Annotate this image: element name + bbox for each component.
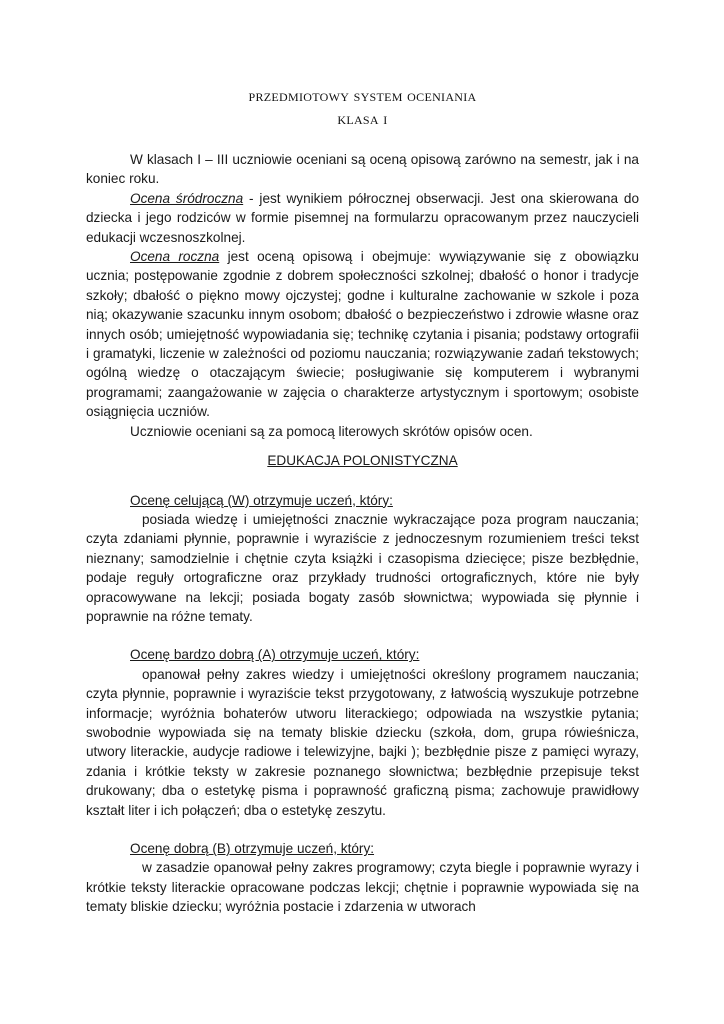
grade-description: posiada wiedzę i umiejętności znacznie wykraczające poza program nauczania; czyta zdaniami płynnie, poprawnie i wyraziście z jednoczesnym rozumieniem treści tekst nieznany; samodzielnie i chętnie czyta książki i czasopisma dziecięce; pisze bezbłędnie, podaje reguły ortograficzne oraz przykłady trudności ortograficznych, które nie były opracowywane na lekcji; posiada bogaty zasób słownictwa; wypowiada się płynnie i poprawnie na różne tematy. <box>86 511 639 624</box>
spacer <box>86 820 639 839</box>
grade-heading: Ocenę dobrą (B) otrzymuje uczeń, który: <box>130 841 375 856</box>
annual-paragraph <box>86 247 639 422</box>
grade-heading: Ocenę celującą (W) otrzymuje uczeń, który: <box>130 492 393 508</box>
letters-note: Uczniowie oceniani są za pomocą literowych skrótów opisów ocen. <box>130 423 533 439</box>
midyear-paragraph <box>86 189 639 247</box>
document-title: przedmiotowy system oceniania <box>248 86 477 105</box>
grade-description: opanował pełny zakres wiedzy i umiejętności określony programem nauczania; czyta płynnie, poprawnie i wyraziście tekst przygotowany, z łatwością wyszukuje potrzebne informacje; wyróżnia bohaterów utworu literackiego; odpowiada na wszystkie pytania; swobodnie wypowiada się na tematy bliskie dziecku (szkoła, dom, grupa rówieśnicza, utwory literackie, audycje radiowe i telewizyjne, bajki ); bezbłędnie pisze z pamięci wyrazy, zdania i krótkie teksty w zakresie poznanego słownictwa; bezbłędnie przepisuje tekst drukowany; dba o estetykę pisma i poprawność graficzną pisma; zachowuje prawidłowy kształt liter i ich połączeń; dba o estetykę zeszytu. <box>86 666 639 818</box>
annual-term: Ocena roczna <box>130 249 220 265</box>
grade-description: w zasadzie opanował pełny zakres programowy; czyta biegle i poprawnie wyrazy i krótkie teksty literackie opracowane podczas lekcji; chętnie i poprawnie wypowiada się na tematy bliskie dziecku; wyróżnia postacie i zdarzenia w utworach <box>86 860 639 915</box>
annual-text: jest oceną opisową i obejmuje: wywiązywanie się z obowiązku ucznia; postępowanie zgodnie z dobrem społeczności szkolnej; dbałość o honor i tradycje szkoły; dbałość o piękno mowy ojczystej; godne i kulturalne zachowanie w szkole i poza nią; okazywanie szacunku innym osobom; dbałość o bezpieczeństwo i zdrowie własne oraz innych osób; umiejętność wypowiadania się; technikę czytania i pisania; podstawy ortografii i gramatyki, liczenie w zależności od poziomu nauczania; rozwiązywanie zadań tekstowych; ogólną wiedzę o otaczającym świecie; posługiwanie się komputerem i wybranymi programami; zaangażowanie w zajęcia o charakterze artystycznym i sportowym; osobiste osiągnięcia uczniów. <box>86 249 639 420</box>
title-block <box>86 84 639 130</box>
section-heading: EDUKACJA POLONISTYCZNA <box>267 453 458 469</box>
grade-heading: Ocenę bardzo dobrą (A) otrzymuje uczeń, który: <box>130 647 420 663</box>
document-page <box>86 84 639 917</box>
midyear-term: Ocena śródroczna <box>130 190 244 206</box>
intro-paragraph: W klasach I – III uczniowie oceniani są oceną opisową zarówno na semestr, jak i na koniec roku. <box>86 152 639 187</box>
spacer <box>86 626 639 645</box>
document-subtitle: klasa i <box>337 109 388 128</box>
midyear-text: - jest wynikiem półrocznej obserwacji. Jest ona skierowana do dziecka i jego rodziców w formie pisemnej na formularzu opracowanym przez nauczycieli edukacji wczesnoszkolnej. <box>86 190 640 245</box>
